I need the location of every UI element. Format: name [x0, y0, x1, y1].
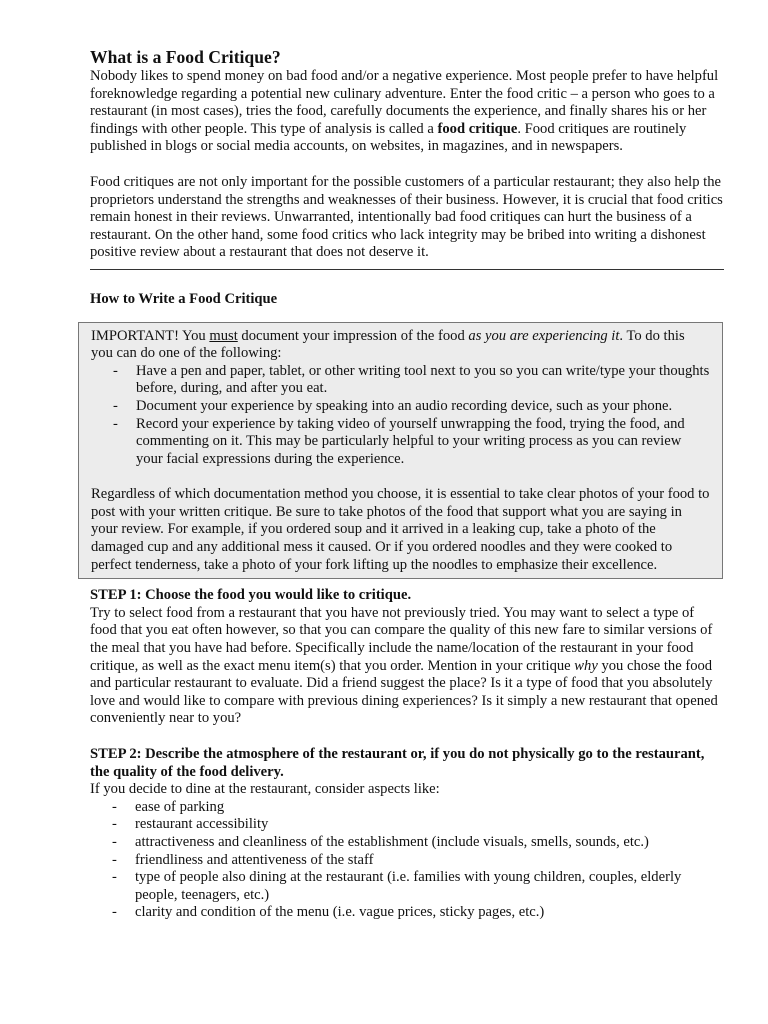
documentation-methods-list: [91, 363, 710, 469]
step1-heading: STEP 1: Choose the food you would like to critique.: [90, 587, 412, 604]
list-item: - attractiveness and cleanliness of the establishment (include visuals, smells, sounds, etc.): [90, 834, 724, 852]
list-item: - type of people also dining at the restaurant (i.e. families with young children, couples, elderly people, teenagers, etc.): [90, 869, 724, 904]
important-lead: IMPORTANT! You must document your impression of the food as you are experiencing it. To do this you can do one of the following:: [91, 327, 685, 362]
list-item: - Record your experience by taking video of yourself unwrapping the food, trying the food, and commenting on it. This may be particularly helpful to your writing process as you can review your facial expressions during the experience.: [91, 416, 710, 469]
list-item: - clarity and condition of the menu (i.e. vague prices, sticky pages, etc.): [90, 904, 724, 922]
list-item: - Document your experience by speaking into an audio recording device, such as your phone.: [91, 398, 710, 416]
page-title: What is a Food Critique?: [90, 47, 281, 67]
list-item: - restaurant accessibility: [90, 816, 724, 834]
important-box: [78, 322, 723, 580]
list-item: - Have a pen and paper, tablet, or other writing tool next to you so you can write/type your thoughts before, during, and after you eat.: [91, 363, 710, 398]
food-critique-term: food critique: [437, 120, 518, 137]
section-divider: [90, 269, 724, 270]
step2-heading: STEP 2: Describe the atmosphere of the restaurant or, if you do not physically go to the restaurant, the quality of the food delivery.: [90, 746, 705, 780]
section-heading-how-to: How to Write a Food Critique: [90, 290, 278, 307]
important-closing: Regardless of which documentation method you choose, it is essential to take clear photos of your food to post with your written critique. Be sure to take photos of the food that support what you are saying in your review. For example, if you ordered soup and it arrived in a leaking cup, take a photo of the damaged cup and any additional mess it caused. Or if you ordered noodles and they were cooked to perfect tenderness, take a photo of your fork lifting up the noodles to emphasize their excellence.: [91, 486, 710, 573]
atmosphere-aspects-list: [90, 799, 724, 922]
intro-paragraph-2: Food critiques are not only important for the possible customers of a particular restaurant; they also help the proprietors understand the strengths and weaknesses of their business. However, it is crucial that food critics remain honest in their reviews. Unwarranted, intentionally bad food critiques can hurt the business of a restaurant. On the other hand, some food critics who lack integrity may be bribed into writing a dishonest positive review about a restaurant that does not deserve it.: [90, 173, 723, 261]
intro-paragraph-1: Nobody likes to spend money on bad food and/or a negative experience. Most people prefer to have helpful foreknowledge regarding a potential new culinary adventure. Enter the food critic – a person who goes to a restaurant (in most cases), tries the food, carefully documents the experience, and finally shares his or her findings with other people. This type of analysis is called a food critique. Food critiques are routinely published in blogs or social media accounts, on websites, in magazines, and in newspapers.: [90, 68, 719, 155]
list-item: - ease of parking: [90, 799, 724, 817]
list-item: - friendliness and attentiveness of the staff: [90, 852, 724, 870]
step2-lead: If you decide to dine at the restaurant, consider aspects like:: [90, 781, 440, 798]
step1-body: Try to select food from a restaurant that you have not previously tried. You may want to select a type of food that you eat often however, so that you can compare the quality of this new fare to similar versions of the meal that you have had before. Specifically include the name/location of the restaurant in your food critique, as well as the exact menu item(s) that you order. Mention in your critique why you chose the food and particular restaurant to evaluate. Did a friend suggest the place? Is it a type of food that you absolutely love and would like to compare with previous dining experiences? Is it simply a new restaurant that opened conveniently near to you?: [90, 604, 718, 727]
